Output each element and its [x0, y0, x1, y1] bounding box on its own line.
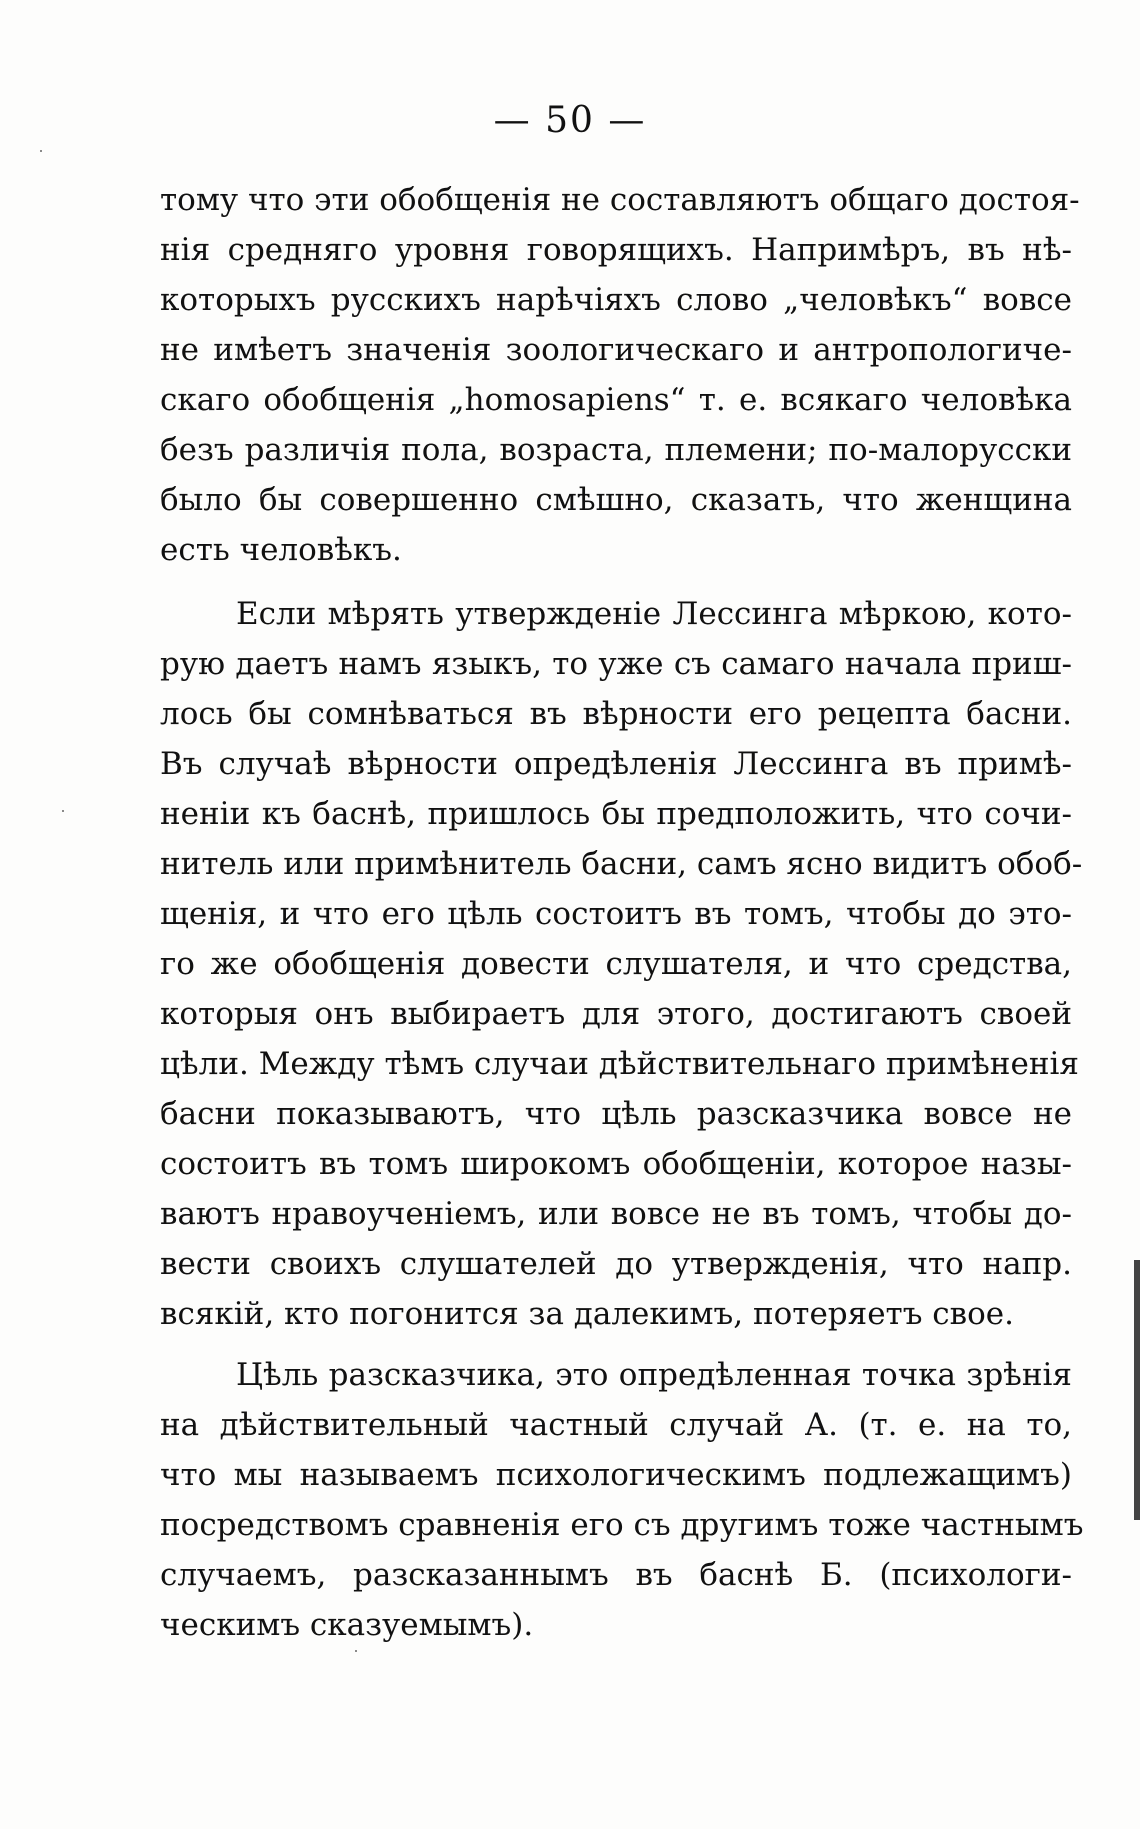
text-line: всякій, кто погонится за далекимъ, потеряетъ свое.: [160, 1296, 1014, 1332]
text-line: посредствомъ сравненія его съ другимъ тоже частнымъ: [160, 1507, 1084, 1543]
text-line: которыхъ русскихъ нарѣчіяхъ слово „человѣкъ“ вовсе: [160, 282, 1072, 318]
scan-speck: [62, 810, 64, 812]
text-line: го же обобщенія довести слушателя, и что средства,: [160, 946, 1072, 982]
text-line: есть человѣкъ.: [160, 532, 402, 568]
text-line: басни показываютъ, что цѣль разсказчика вовсе не: [160, 1096, 1072, 1132]
text-line: нія средняго уровня говорящихъ. Напримѣръ, въ нѣ-: [160, 232, 1072, 268]
text-line: скаго обобщенія „homosapiens“ т. е. всякаго человѣка: [160, 382, 1072, 418]
text-line: что мы называемъ психологическимъ подлежащимъ): [160, 1457, 1072, 1493]
text-line: безъ различія пола, возраста, племени; по-малорусски: [160, 432, 1072, 468]
text-line: тому что эти обобщенія не составляютъ общаго достоя-: [160, 182, 1080, 218]
paragraph-3: [160, 1350, 1084, 1650]
text-line: случаемъ, разсказаннымъ въ баснѣ Б. (психологи-: [160, 1557, 1072, 1593]
text-line: не имѣетъ значенія зоологическаго и антропологиче-: [160, 332, 1072, 368]
paragraph-1: [160, 175, 1080, 575]
text-line: на дѣйствительный частный случай А. (т. е. на то,: [160, 1407, 1072, 1443]
text-line: ваютъ нравоученіемъ, или вовсе не въ томъ, чтобы до-: [160, 1196, 1072, 1232]
page-number: — 50 —: [493, 100, 647, 141]
text-line: нитель или примѣнитель басни, самъ ясно видитъ обоб-: [160, 846, 1083, 882]
text-line: цѣли. Между тѣмъ случаи дѣйствительнаго примѣненія: [160, 1046, 1079, 1082]
scan-speck: [355, 1650, 357, 1652]
text-line: Если мѣрять утвержденіе Лессинга мѣркою, кото-: [236, 596, 1072, 632]
page-edge-shadow: [1134, 1260, 1140, 1520]
text-line: неніи къ баснѣ, пришлось бы предположить, что сочи-: [160, 796, 1072, 832]
scan-speck: [40, 150, 42, 152]
text-line: ческимъ сказуемымъ).: [160, 1607, 534, 1643]
text-line: лось бы сомнѣваться въ вѣрности его рецепта басни.: [160, 696, 1072, 732]
text-line: которыя онъ выбираетъ для этого, достигаютъ своей: [160, 996, 1072, 1032]
paragraph-2: [160, 589, 1083, 1339]
text-line: состоитъ въ томъ широкомъ обобщеніи, которое назы-: [160, 1146, 1072, 1182]
text-line: рую даетъ намъ языкъ, то уже съ самаго начала приш-: [160, 646, 1072, 682]
text-line: щенія, и что его цѣль состоитъ въ томъ, чтобы до это-: [160, 896, 1072, 932]
text-line: было бы совершенно смѣшно, сказать, что женщина: [160, 482, 1072, 518]
text-line: Цѣль разсказчика, это опредѣленная точка зрѣнія: [236, 1357, 1072, 1393]
text-line: Въ случаѣ вѣрности опредѣленія Лессинга въ примѣ-: [160, 746, 1072, 782]
text-line: вести своихъ слушателей до утвержденія, что напр.: [160, 1246, 1072, 1282]
